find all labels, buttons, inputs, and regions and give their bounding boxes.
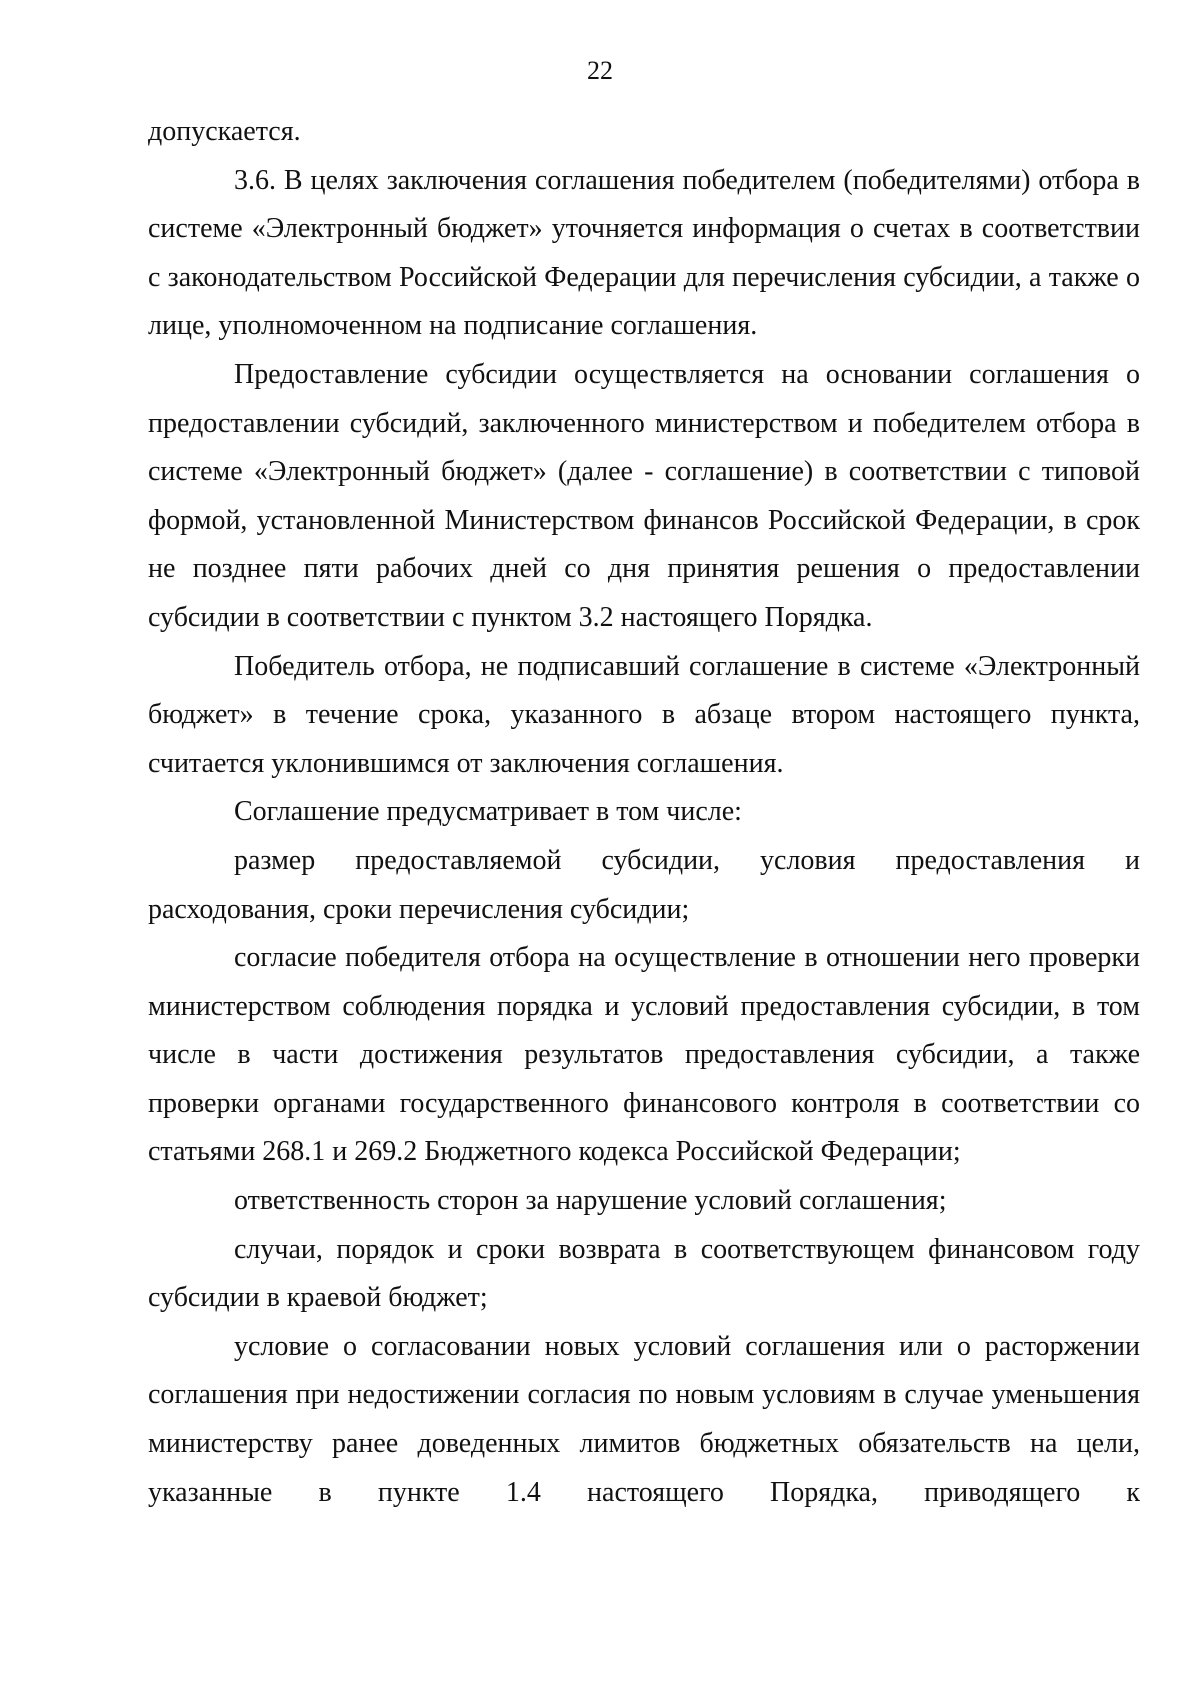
list-item-new-conditions: условие о согласовании новых условий соглашения или о расторжении соглашения при недостижении согласия по новым условиям в случае уменьшения министерству ранее доведенных лимитов бюджетных обязательств на цели, указанные в пункте 1.4 настоящего Порядка, приводящего к (148, 1330, 1140, 1508)
paragraph-winner-evasion: Победитель отбора, не подписавший соглашение в системе «Электронный бюджет» в течение срока, указанного в абзаце втором настоящего пункта, считается уклонившимся от заключения соглашения. (148, 650, 1140, 779)
list-item-subsidy-amount: размер предоставляемой субсидии, условия предоставления и расходования, сроки перечисления субсидии; (148, 844, 1140, 925)
paragraph-subsidy-provision: Предоставление субсидии осуществляется на основании соглашения о предоставлении субсидий, заключенного министерством и победителем отбора в системе «Электронный бюджет» (далее - соглашение) в соответствии с типовой формой, установленной Министерством финансов Российской Федерации, в срок не позднее пяти рабочих дней со дня принятия решения о предоставлении субсидии в соответствии с пунктом 3.2 настоящего Порядка. (148, 358, 1140, 633)
document-body (148, 108, 1140, 1517)
list-item-consent-inspection: согласие победителя отбора на осуществление в отношении него проверки министерством соблюдения порядка и условий предоставления субсидии, в том числе в части достижения результатов предоставления субсидии, а также проверки органами государственного финансового контроля в соответствии со статьями 268.1 и 269.2 Бюджетного кодекса Российской Федерации; (148, 942, 1140, 1168)
page-number: 22 (587, 56, 613, 85)
paragraph-agreement-provides: Соглашение предусматривает в том числе: (234, 796, 742, 828)
list-item-responsibility: ответственность сторон за нарушение условий соглашения; (234, 1185, 947, 1217)
paragraph-continuation: допускается. (148, 116, 301, 147)
paragraph-3-6: 3.6. В целях заключения соглашения победителем (победителями) отбора в системе «Электронный бюджет» уточняется информация о счетах в соответствии с законодательством Российской Федерации для перечисления субсидии, а также о лице, уполномоченном на подписание соглашения. (148, 164, 1140, 342)
list-item-refund-cases: случаи, порядок и сроки возврата в соответствующем финансовом году субсидии в краевой бюджет; (148, 1233, 1140, 1314)
